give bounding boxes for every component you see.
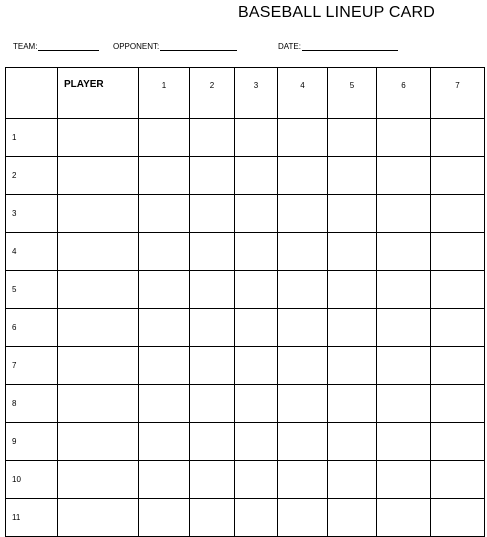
inning-cell[interactable]: [328, 423, 377, 461]
inning-cell[interactable]: [431, 157, 485, 195]
inning-cell[interactable]: [278, 461, 328, 499]
inning-cell[interactable]: [377, 233, 431, 271]
batting-order-number: 3: [6, 195, 58, 233]
inning-cell[interactable]: [431, 309, 485, 347]
inning-cell[interactable]: [328, 309, 377, 347]
team-field[interactable]: [13, 42, 99, 51]
team-blank-line[interactable]: [38, 42, 99, 51]
batting-order-number: 1: [6, 119, 58, 157]
inning-header: 4: [278, 68, 328, 119]
inning-cell[interactable]: [139, 233, 190, 271]
table-row: [6, 461, 485, 499]
inning-cell[interactable]: [235, 119, 278, 157]
inning-cell[interactable]: [139, 309, 190, 347]
player-cell[interactable]: [58, 461, 139, 499]
inning-cell[interactable]: [190, 423, 235, 461]
batting-order-number: 4: [6, 233, 58, 271]
inning-cell[interactable]: [377, 309, 431, 347]
inning-cell[interactable]: [377, 499, 431, 537]
inning-cell[interactable]: [328, 195, 377, 233]
inning-cell[interactable]: [431, 119, 485, 157]
inning-cell[interactable]: [190, 461, 235, 499]
inning-cell[interactable]: [190, 271, 235, 309]
team-label: TEAM:: [13, 42, 38, 51]
batting-order-number: 8: [6, 385, 58, 423]
player-cell[interactable]: [58, 385, 139, 423]
inning-cell[interactable]: [235, 461, 278, 499]
player-cell[interactable]: [58, 157, 139, 195]
inning-cell[interactable]: [190, 195, 235, 233]
inning-cell[interactable]: [328, 385, 377, 423]
table-row: [6, 119, 485, 157]
batting-order-number: 7: [6, 347, 58, 385]
inning-cell[interactable]: [377, 461, 431, 499]
inning-header: 1: [139, 68, 190, 119]
inning-cell[interactable]: [328, 461, 377, 499]
table-row: [6, 157, 485, 195]
inning-cell[interactable]: [139, 385, 190, 423]
table-row: [6, 309, 485, 347]
batting-order-number: 2: [6, 157, 58, 195]
inning-cell[interactable]: [377, 423, 431, 461]
inning-cell[interactable]: [235, 309, 278, 347]
header-row: [6, 68, 485, 119]
inning-header: 3: [235, 68, 278, 119]
inning-cell[interactable]: [328, 233, 377, 271]
inning-cell[interactable]: [431, 423, 485, 461]
inning-cell[interactable]: [139, 271, 190, 309]
inning-cell[interactable]: [139, 119, 190, 157]
table-row: [6, 347, 485, 385]
opponent-blank-line[interactable]: [160, 42, 237, 51]
date-label: DATE:: [278, 42, 301, 51]
table-row: [6, 271, 485, 309]
inning-cell[interactable]: [377, 157, 431, 195]
header-fields: [0, 42, 487, 54]
inning-cell[interactable]: [235, 423, 278, 461]
date-field[interactable]: [278, 42, 398, 51]
player-cell[interactable]: [58, 233, 139, 271]
batting-order-number: 11: [6, 499, 58, 537]
number-header: [6, 68, 58, 119]
player-cell[interactable]: [58, 423, 139, 461]
inning-cell[interactable]: [139, 195, 190, 233]
inning-cell[interactable]: [377, 385, 431, 423]
inning-cell[interactable]: [431, 499, 485, 537]
inning-cell[interactable]: [328, 119, 377, 157]
inning-cell[interactable]: [431, 233, 485, 271]
inning-cell[interactable]: [190, 347, 235, 385]
player-cell[interactable]: [58, 499, 139, 537]
inning-cell[interactable]: [377, 271, 431, 309]
inning-cell[interactable]: [328, 271, 377, 309]
opponent-label: OPPONENT:: [113, 42, 160, 51]
inning-cell[interactable]: [377, 195, 431, 233]
opponent-field[interactable]: [113, 42, 237, 51]
player-header: PLAYER: [58, 68, 139, 119]
player-cell[interactable]: [58, 119, 139, 157]
date-blank-line[interactable]: [302, 42, 398, 51]
batting-order-number: 5: [6, 271, 58, 309]
inning-cell[interactable]: [190, 385, 235, 423]
batting-order-number: 10: [6, 461, 58, 499]
player-cell[interactable]: [58, 271, 139, 309]
inning-cell[interactable]: [328, 499, 377, 537]
inning-cell[interactable]: [278, 309, 328, 347]
inning-cell[interactable]: [235, 233, 278, 271]
batting-order-number: 6: [6, 309, 58, 347]
inning-header: 2: [190, 68, 235, 119]
inning-cell[interactable]: [278, 423, 328, 461]
inning-cell[interactable]: [431, 271, 485, 309]
inning-cell[interactable]: [328, 347, 377, 385]
inning-cell[interactable]: [278, 385, 328, 423]
inning-cell[interactable]: [235, 157, 278, 195]
table-row: [6, 385, 485, 423]
inning-cell[interactable]: [139, 499, 190, 537]
inning-cell[interactable]: [278, 233, 328, 271]
player-cell[interactable]: [58, 347, 139, 385]
inning-cell[interactable]: [278, 195, 328, 233]
inning-cell[interactable]: [431, 195, 485, 233]
inning-cell[interactable]: [190, 233, 235, 271]
inning-cell[interactable]: [190, 119, 235, 157]
inning-cell[interactable]: [139, 157, 190, 195]
inning-cell[interactable]: [278, 157, 328, 195]
lineup-table: [5, 67, 485, 537]
player-cell[interactable]: [58, 309, 139, 347]
batting-order-number: 9: [6, 423, 58, 461]
inning-header: 6: [377, 68, 431, 119]
lineup-body: [6, 119, 485, 537]
table-row: [6, 233, 485, 271]
inning-cell[interactable]: [431, 385, 485, 423]
inning-cell[interactable]: [139, 423, 190, 461]
inning-cell[interactable]: [139, 461, 190, 499]
inning-cell[interactable]: [377, 119, 431, 157]
player-cell[interactable]: [58, 195, 139, 233]
table-row: [6, 499, 485, 537]
inning-header: 5: [328, 68, 377, 119]
inning-cell[interactable]: [431, 461, 485, 499]
inning-cell[interactable]: [377, 347, 431, 385]
inning-cell[interactable]: [278, 271, 328, 309]
inning-cell[interactable]: [235, 347, 278, 385]
inning-cell[interactable]: [235, 499, 278, 537]
inning-cell[interactable]: [139, 347, 190, 385]
inning-cell[interactable]: [235, 195, 278, 233]
inning-header: 7: [431, 68, 485, 119]
inning-cell[interactable]: [190, 499, 235, 537]
card-title: BASEBALL LINEUP CARD: [238, 4, 435, 21]
inning-cell[interactable]: [235, 271, 278, 309]
inning-cell[interactable]: [278, 499, 328, 537]
inning-cell[interactable]: [235, 385, 278, 423]
inning-cell[interactable]: [328, 157, 377, 195]
inning-cell[interactable]: [190, 309, 235, 347]
inning-cell[interactable]: [278, 119, 328, 157]
inning-cell[interactable]: [431, 347, 485, 385]
inning-cell[interactable]: [278, 347, 328, 385]
table-row: [6, 195, 485, 233]
inning-cell[interactable]: [190, 157, 235, 195]
table-row: [6, 423, 485, 461]
